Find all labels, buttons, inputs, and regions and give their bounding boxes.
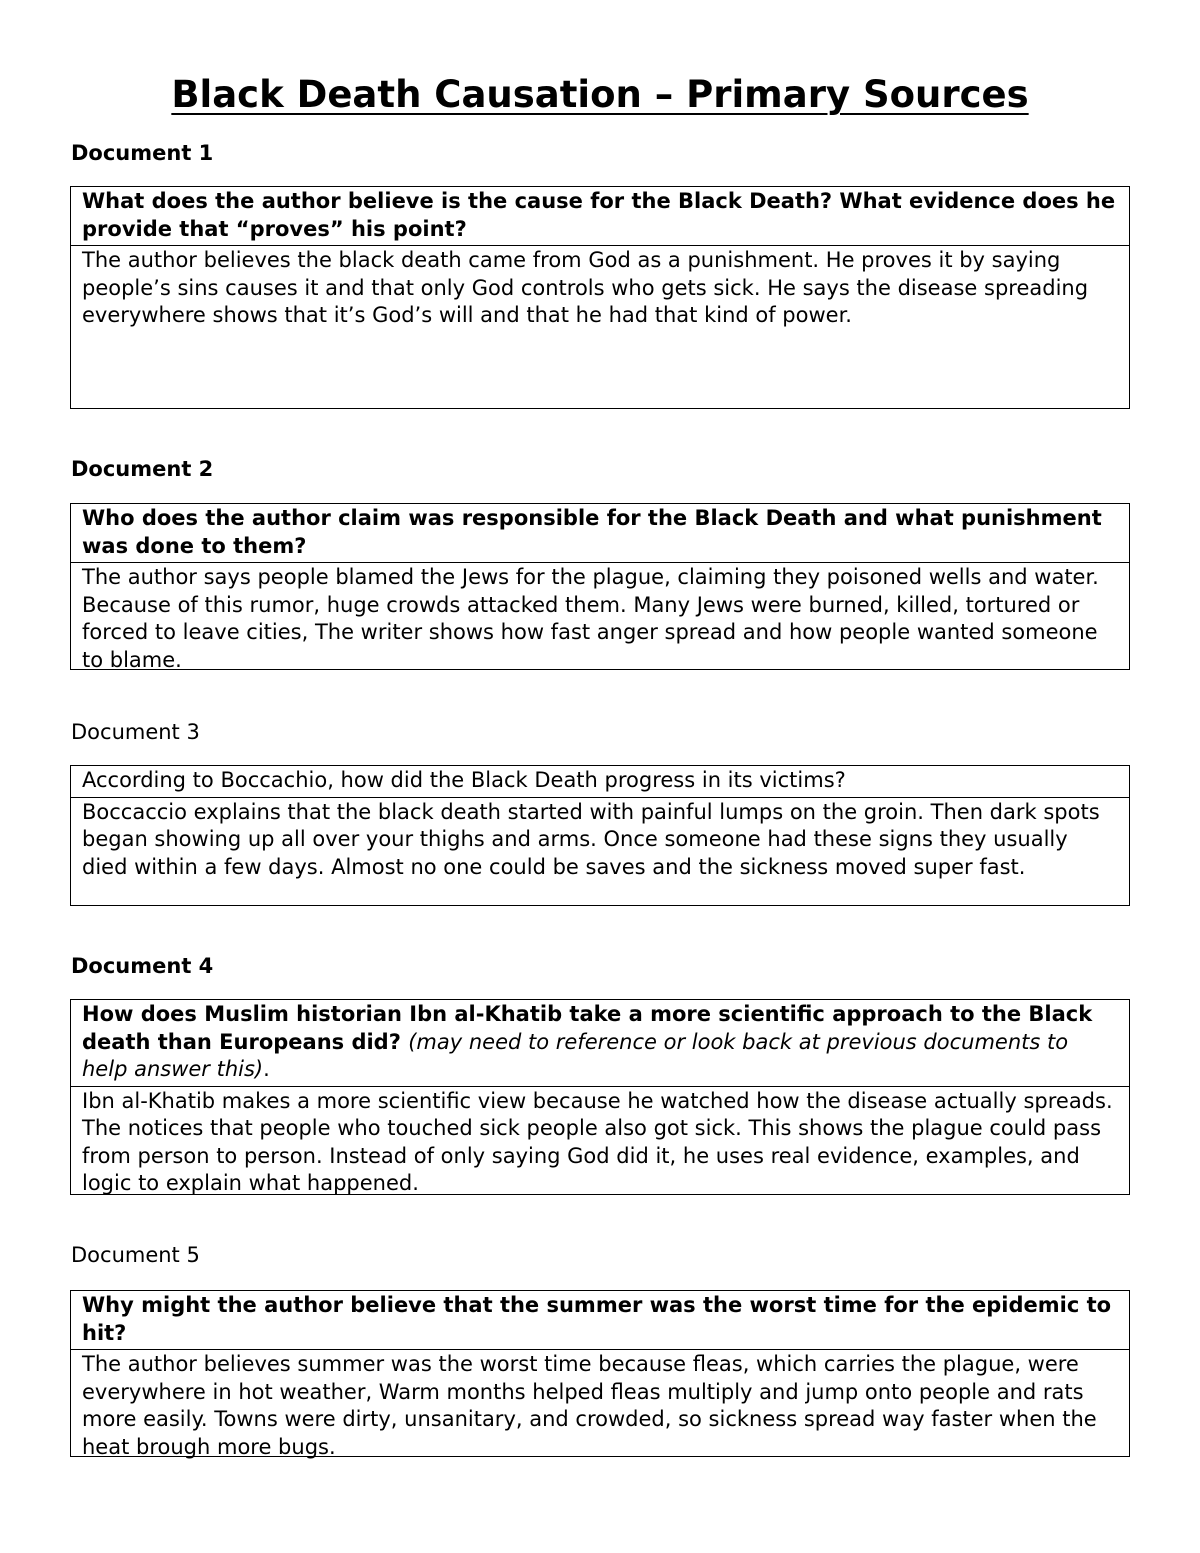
document-4-question-text: How does Muslim historian Ibn al-Khatib take a more scientific approach to the Black death than Europeans did?	[82, 1002, 1093, 1054]
document-3-heading: Document 3	[71, 720, 200, 744]
document-4-question-end: .	[263, 1057, 270, 1081]
document-4-question	[71, 1000, 1129, 1087]
document-1-table	[70, 186, 1130, 409]
document-4-question-note: (may need to reference or look back at previous documents to help answer this)	[82, 1029, 1069, 1081]
document-5-heading: Document 5	[71, 1243, 200, 1267]
document-5-question: Why might the author believe that the summer was the worst time for the epidemic to hit?	[71, 1291, 1129, 1350]
document-4-heading: Document 4	[71, 954, 214, 978]
document-4-table	[70, 999, 1130, 1195]
document-5-answer: The author believes summer was the worst time because fleas, which carries the plague, were everywhere in hot weather, Warm months helped fleas multiply and jump onto people and rats more easily. Towns were dirty, unsanitary, and crowded, so sickness spread way faster when the heat brough more bugs.	[82, 1352, 1097, 1459]
document-3-table	[70, 765, 1130, 906]
document-1-answer: The author believes the black death came from God as a punishment. He proves it by saying people’s sins causes it and that only God controls who gets sick. He says the disease spreading everywhere shows that it’s God’s will and that he had that kind of power.	[82, 248, 1089, 327]
document-5-table	[70, 1290, 1130, 1457]
page-title: Black Death Causation – Primary Sources	[171, 73, 1029, 116]
document-3-question: According to Boccachio, how did the Black Death progress in its victims?	[71, 766, 1129, 798]
document-2-heading: Document 2	[71, 457, 214, 481]
document-3-answer: Boccaccio explains that the black death started with painful lumps on the groin. Then dark spots began showing up all over your thighs and arms. Once someone had these signs they usually died within a few days. Almost no one could be saves and the sickness moved super fast.	[82, 799, 1100, 879]
document-2-question: Who does the author claim was responsible for the Black Death and what punishment was done to them?	[71, 504, 1129, 563]
document-1-heading: Document 1	[71, 141, 214, 165]
document-1-question: What does the author believe is the cause for the Black Death? What evidence does he provide that “proves” his point?	[71, 187, 1129, 246]
document-4-answer: Ibn al-Khatib makes a more scientific view because he watched how the disease actually spreads. The notices that people who touched sick people also got sick. This shows the plague could pass from person to person. Instead of only saying God did it, he uses real evidence, examples, and logic to explain what happened.	[82, 1088, 1113, 1195]
document-2-answer: The author says people blamed the Jews for the plague, claiming they poisoned wells and water. Because of this rumor, huge crowds attacked them. Many Jews were burned, killed, tortured or forced to leave cities, The writer shows how fast anger spread and how people wanted someone to blame.	[82, 565, 1099, 672]
document-2-table	[70, 503, 1130, 670]
